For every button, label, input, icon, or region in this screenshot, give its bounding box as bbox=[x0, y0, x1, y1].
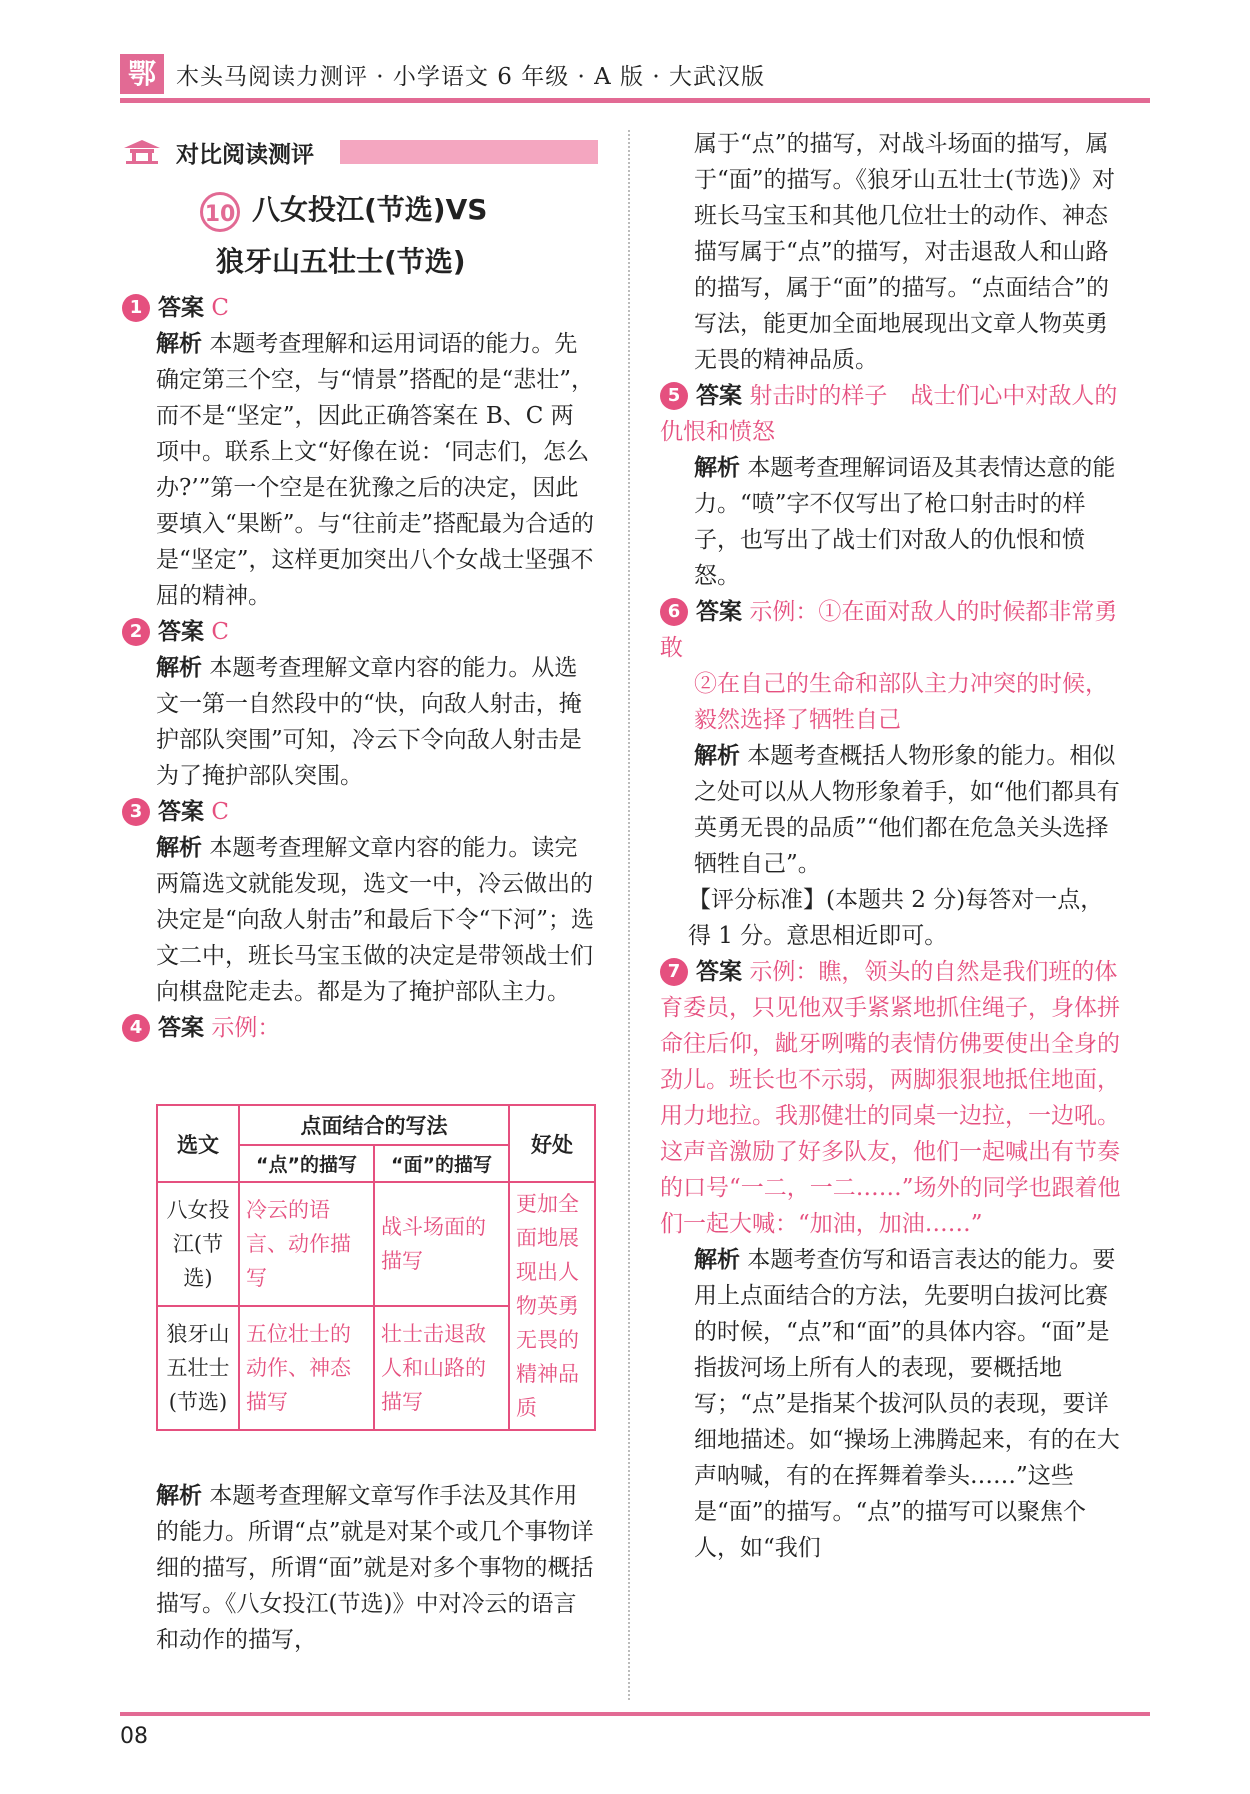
answer-value: C bbox=[211, 619, 229, 645]
answer-3: 3 答案 C bbox=[122, 794, 596, 830]
analysis-7: 解析 本题考查仿写和语言表达的能力。要用上点面结合的方法，先要明白拔河比赛的时候，“点”和“面”的具体内容。“面”是指拔河场上所有人的表现，要概括地写；“点”是指某个拔河队员的表现，要详细地描述。如“操场上沸腾起来，有的在大声呐喊，有的在挥舞着拳头……”这些是“面”的描写。“点”的描写可以聚焦个人，如“我们 bbox=[694, 1247, 1120, 1561]
table-header-benefit: 好处 bbox=[509, 1105, 595, 1182]
pavilion-icon bbox=[122, 138, 162, 164]
answer-value: 示例：①在面对敌人的时候都非常勇敢 bbox=[660, 599, 1118, 661]
analysis-4: 解析 本题考查理解文章写作手法及其作用的能力。所谓“点”就是对某个或几个事物详细的描写，所谓“面”就是对多个事物的概括描写。《八女投江(节选)》中对冷云的语言和动作的描写， bbox=[156, 1483, 594, 1653]
answer-6: 6 答案 示例：①在面对敌人的时候都非常勇敢 bbox=[660, 599, 1118, 661]
question-number: 5 bbox=[660, 382, 688, 410]
article-title-line1: 八女投江(节选)VS bbox=[252, 193, 488, 226]
answer-value: 示例：瞧，领头的自然是我们班的体育委员，只见他双手紧紧地抓住绳子，身体拼命往后仰，龇牙咧嘴的表情仿佛要使出全身的劲儿。班长也不示弱，两脚狠狠地抵住地面，用力地拉。我那健壮的同桌一边拉，一边吼。这声音激励了好多队友，他们一起喊出有节奏的口号“一二，一二……”场外的同学也跟着他们一起大喊：“加油，加油……” bbox=[660, 959, 1121, 1237]
left-column bbox=[129, 290, 596, 1046]
answer-value: C bbox=[211, 295, 229, 321]
answer-1: 1 答案 C bbox=[122, 290, 596, 326]
right-column bbox=[660, 126, 1124, 1566]
region-badge: 鄂 bbox=[120, 54, 164, 94]
answer-value: C bbox=[211, 799, 229, 825]
analysis-1: 解析 本题考查理解和运用词语的能力。先确定第三个空，与“情景”搭配的是“悲壮”，而不是“坚定”，因此正确答案在 B、C 两项中。联系上文“好像在说：‘同志们，怎么办?’”第一个空是在犹豫之后的决定，因此要填入“果断”。与“往前走”搭配最为合适的是“坚定”，这样更加突出八个女战士坚强不屈的精神。 bbox=[156, 331, 595, 609]
section-bar bbox=[340, 140, 598, 164]
analysis-2: 解析 本题考查理解文章内容的能力。从选文一第一自然段中的“快，向敌人射击，掩护部队突围”可知，冷云下令向敌人射击是为了掩护部队突围。 bbox=[156, 655, 582, 789]
analysis-4-continued: 属于“点”的描写，对战斗场面的描写，属于“面”的描写。《狼牙山五壮士(节选)》对班长马宝玉和其他几位壮士的动作、神态描写属于“点”的描写，对击退敌人和山路的描写，属于“面”的描写。“点面结合”的写法，能更加全面地展现出文章人物英勇无畏的精神品质。 bbox=[694, 131, 1115, 373]
table-cell-benefit: 更加全面地展现出人物英勇无畏的精神品质 bbox=[509, 1182, 595, 1430]
answer-7: 7 答案 示例：瞧，领头的自然是我们班的体育委员，只见他双手紧紧地抓住绳子，身体拼命往后仰，龇牙咧嘴的表情仿佛要使出全身的劲儿。班长也不示弱，两脚狠狠地抵住地面，用力地拉。我那健壮的同桌一边拉，一边吼。这声音激励了好多队友，他们一起喊出有节奏的口号“一二，一二……”场外的同学也跟着他们一起大喊：“加油，加油……” bbox=[660, 959, 1121, 1237]
book-title: 木头马阅读力测评 · 小学语文 6 年级 · A 版 · 大武汉版 bbox=[176, 64, 765, 90]
question-number: 1 bbox=[122, 294, 150, 322]
section-label: 对比阅读测评 bbox=[176, 142, 314, 168]
answer-6-second: ②在自己的生命和部队主力冲突的时候，毅然选择了牺牲自己 bbox=[694, 671, 1108, 733]
footer-rule bbox=[120, 1712, 1150, 1716]
analysis-3: 解析 本题考查理解文章内容的能力。读完两篇选文就能发现，选文一中，冷云做出的决定是“向敌人射击”和最后下令“下河”；选文二中，班长马宝玉做的决定是带领战士们向棋盘陀走去。都是为了掩护部队主力。 bbox=[156, 835, 595, 1005]
table-cell-point2: 五位壮士的动作、神态描写 bbox=[239, 1306, 374, 1430]
table-cell-face1: 战斗场面的描写 bbox=[374, 1182, 509, 1306]
analysis-6: 解析 本题考查概括人物形象的能力。相似之处可以从人物形象着手，如“他们都具有英勇无畏的品质”“他们都在危急关头选择牺牲自己”。 bbox=[694, 743, 1120, 877]
answer-value: 示例： bbox=[211, 1015, 281, 1041]
answer-4-table bbox=[156, 1104, 596, 1431]
question-number: 4 bbox=[122, 1014, 150, 1042]
header-rule bbox=[120, 98, 1150, 103]
running-header bbox=[120, 52, 1150, 98]
table-cell-text1: 八女投江(节选) bbox=[157, 1182, 239, 1306]
section-heading bbox=[122, 136, 598, 166]
question-number: 2 bbox=[122, 618, 150, 646]
answer-2: 2 答案 C bbox=[122, 614, 596, 650]
question-number: 6 bbox=[660, 598, 688, 626]
table-cell-point1: 冷云的语言、动作描写 bbox=[239, 1182, 374, 1306]
answer-5: 5 答案 射击时的样子 战士们心中对敌人的仇恨和愤怒 bbox=[660, 383, 1118, 445]
left-column-bottom bbox=[156, 1478, 596, 1658]
table-cell-face2: 壮士击退敌人和山路的描写 bbox=[374, 1306, 509, 1430]
answer-4: 4 答案 示例： bbox=[122, 1010, 596, 1046]
scoring-standard: 【评分标准】(本题共 2 分)每答对一点，得 1 分。意思相近即可。 bbox=[688, 887, 1104, 949]
answer-value: 射击时的样子 战士们心中对敌人的仇恨和愤怒 bbox=[660, 383, 1118, 445]
table-header-method: 点面结合的写法 bbox=[239, 1105, 509, 1145]
question-number: 7 bbox=[660, 958, 688, 986]
table-header-text: 选文 bbox=[157, 1105, 239, 1182]
analysis-5: 解析 本题考查理解词语及其表情达意的能力。“喷”字不仅写出了枪口射击时的样子，也写出了战士们对敌人的仇恨和愤怒。 bbox=[694, 455, 1116, 589]
table-header-face: “面”的描写 bbox=[374, 1145, 509, 1182]
table-header-point: “点”的描写 bbox=[239, 1145, 374, 1182]
question-number: 3 bbox=[122, 798, 150, 826]
column-divider bbox=[628, 130, 630, 1700]
table-cell-text2: 狼牙山五壮士(节选) bbox=[157, 1306, 239, 1430]
article-number: 10 bbox=[200, 192, 240, 232]
page-number: 08 bbox=[120, 1724, 148, 1749]
article-title-line2: 狼牙山五壮士(节选) bbox=[216, 245, 466, 278]
